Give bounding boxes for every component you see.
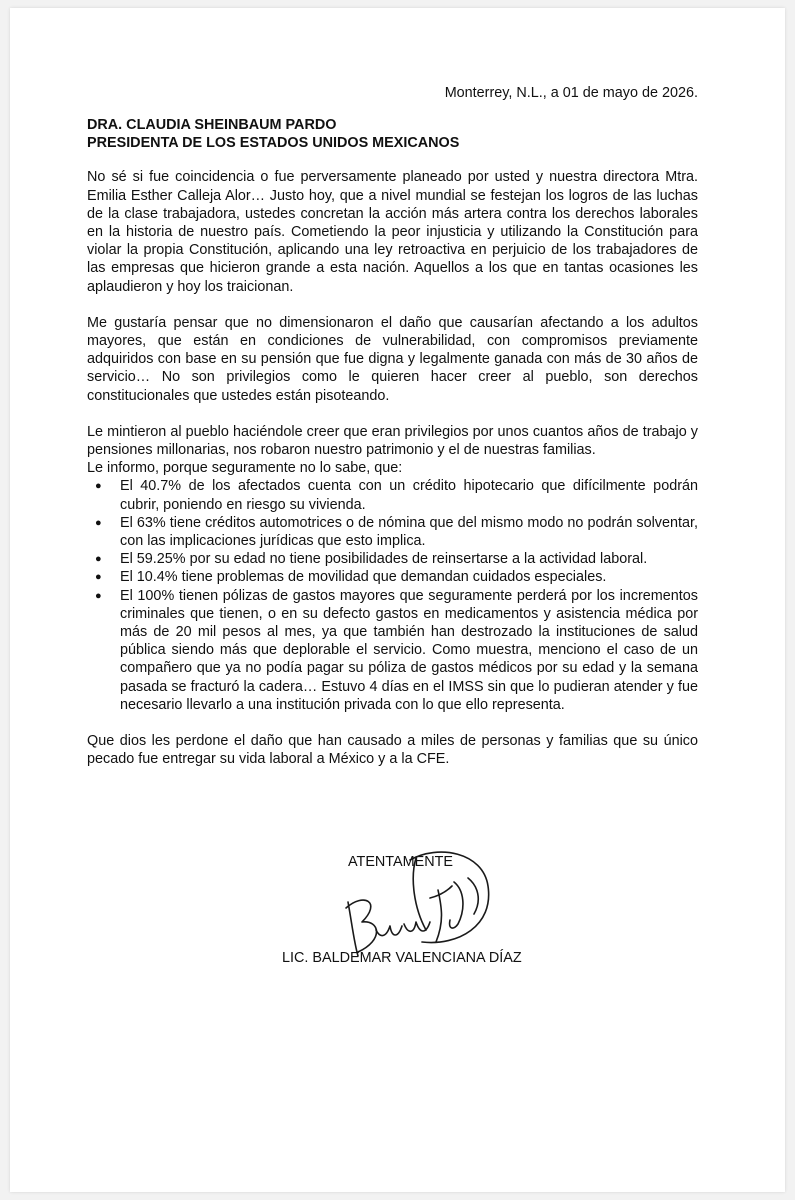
bullet-text: El 10.4% tiene problemas de movilidad que demandan cuidados especiales. [120, 569, 607, 586]
paragraph-2: Me gustaría pensar que no dimensionaron el daño que causarían afectando a los adultos mayores, que están en condiciones de vulnerabilidad, con compromisos previamente adquiridos con base en su pensión que fue digna y legalmente ganada con más de 30 años de servicio… No son privilegios como le quieren hacer creer al pueblo, son derechos constitucionales que ustedes están pisoteando. [87, 314, 698, 404]
bullet-icon: ● [95, 480, 102, 493]
recipient-block [87, 116, 698, 152]
bullet-text: El 59.25% por su edad no tiene posibilidades de reinsertarse a la actividad laboral. [120, 551, 648, 568]
bullet-icon: ● [95, 589, 102, 602]
bullet-icon: ● [95, 553, 102, 566]
paragraph-1: No sé si fue coincidencia o fue perversamente planeado por usted y nuestra directora Mtra. Emilia Esther Calleja Alor… Justo hoy, que a nivel mundial se festejan los logros de las luchas de la clase trabajadora, ustedes concretan la acción más artera contra los derechos laborales en la historia de nuestro país. Cometiendo la peor injusticia y utilizando la Constitución para violar la propia Constitución, aplicando una ley retroactiva en perjuicio de los trabajadores de las empresas que hicieron grande a esta nación. Aquellos a los que en tantas ocasiones les aplaudieron y hoy los traicionan. [87, 169, 698, 295]
list-item [87, 550, 698, 568]
bullet-text: El 63% tiene créditos automotrices o de nómina que del mismo modo no podrán solventar, con las implicaciones jurídicas que esto implica. [120, 514, 698, 550]
letter-body [87, 84, 698, 769]
closing-paragraph: Que dios les perdone el daño que han causado a miles de personas y familias que su único pecado fue entregar su vida laboral a México y a la CFE. [87, 733, 698, 768]
bullet-list [87, 477, 698, 714]
signer-name: LIC. BALDEMAR VALENCIANA DÍAZ [282, 950, 522, 966]
list-item [87, 477, 698, 513]
paragraph-3: Le mintieron al pueblo haciéndole creer que eran privilegios por unos cuantos años de trabajo y pensiones millonarias, nos robaron nuestro patrimonio y el de nuestras familias. [87, 423, 698, 459]
farewell: ATENTAMENTE [348, 854, 453, 870]
bullet-icon: ● [95, 571, 102, 584]
bullet-text: El 100% tienen pólizas de gastos mayores que seguramente perderá por los incrementos criminales que tienen, o en su defecto gastos en medicamentos y asistencia médica por más de 20 mil pesos al mes, ya que también han destrozado la instituciones de salud pública siendo más que deplorable el servicio. Como muestra, menciono el caso de un compañero que ya no podía pagar su póliza de gastos médicos por su edad y la semana pasada se fracturó la cadera… Estuvo 4 días en el IMSS sin que lo pudieran atender y fue necesario llevarlo a una institución privada con lo que ello representa. [120, 587, 698, 713]
bullet-icon: ● [95, 516, 102, 529]
recipient-name: DRA. CLAUDIA SHEINBAUM PARDO [87, 117, 337, 133]
list-item [87, 514, 698, 550]
intro-line: Le informo, porque seguramente no lo sabe, que: [87, 460, 403, 477]
list-item [87, 568, 698, 586]
list-item [87, 587, 698, 714]
date-line: Monterrey, N.L., a 01 de mayo de 2026. [444, 85, 698, 101]
bullet-text: El 40.7% de los afectados cuenta con un crédito hipotecario que difícilmente podrán cubrir, poniendo en riesgo su vivienda. [120, 478, 698, 513]
recipient-title: PRESIDENTA DE LOS ESTADOS UNIDOS MEXICANOS [87, 135, 460, 152]
